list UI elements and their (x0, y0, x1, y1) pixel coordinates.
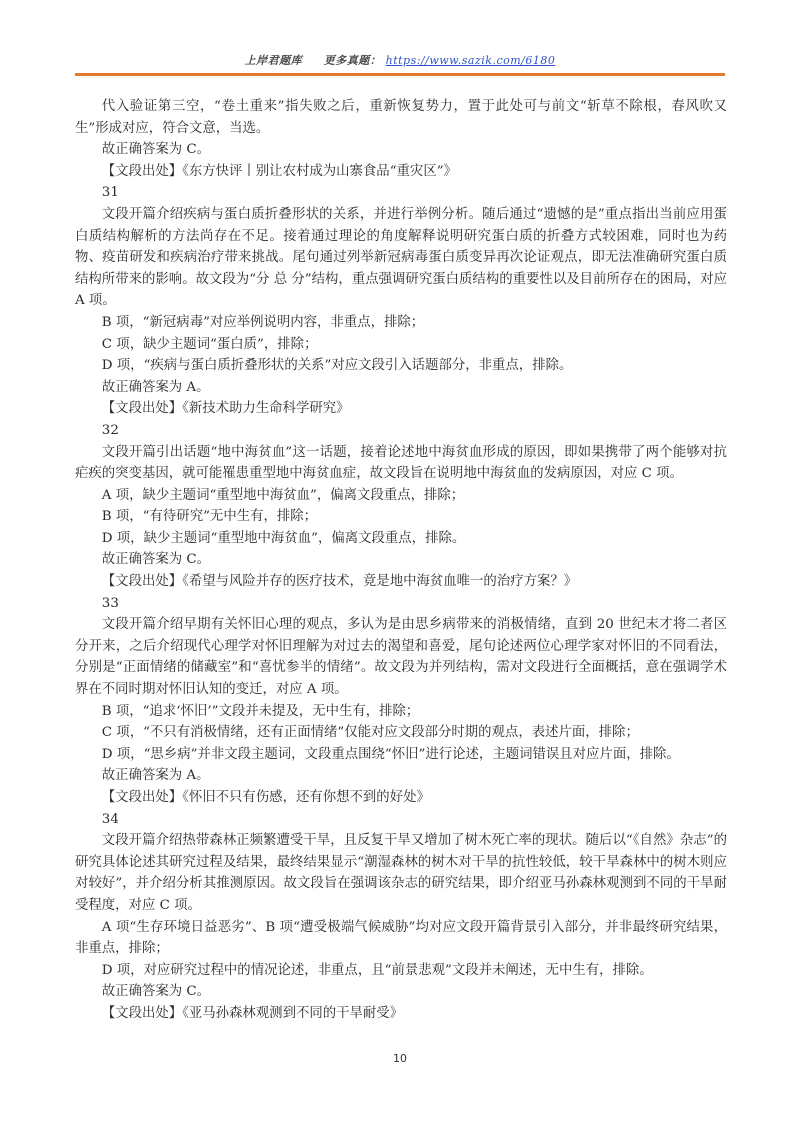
paragraph: 故正确答案为 A。 (101, 768, 210, 784)
paragraph: B 项，“新冠病毒”对应举例说明内容，非重点，排除； (101, 314, 425, 330)
paragraph: 故正确答案为 C。 (101, 142, 211, 158)
source-citation: 【文段出处】《希望与风险并存的医疗技术，竟是地中海贫血唯一的治疗方案？》 (101, 574, 578, 590)
source-citation: 【文段出处】《新技术助力生命科学研究》 (101, 401, 350, 417)
page-number: 10 (393, 1052, 407, 1065)
header-divider (75, 73, 725, 76)
source-citation: 【文段出处】《东方快评丨别让农村成为山寨食品“重灾区”》 (101, 163, 457, 179)
paragraph: 故正确答案为 C。 (101, 984, 211, 1000)
paragraph: B 项，“有待研究”无中生有，排除； (101, 509, 318, 525)
paragraph: D 项，“思乡病”并非文段主题词，文段重点围绕“怀旧”进行论述，主题词错误且对应片面，排除。 (101, 746, 680, 762)
page-header (75, 52, 725, 74)
source-citation: 【文段出处】《怀旧不只有伤感，还有你想不到的好处》 (101, 790, 430, 805)
question-number: 31 (101, 185, 119, 201)
source-citation: 【文段出处】《亚马孙森林观测到不同的干旱耐受》 (101, 1005, 404, 1021)
paragraph: C 项，缺少主题词“蛋白质”，排除； (101, 336, 318, 352)
document-body (75, 96, 727, 1025)
paragraph: 文段开篇介绍早期有关怀旧心理的观点，多认为是由思乡病带来的消极情绪，直到 20 世纪末才将二者区分开来，之后介绍现代心理学对怀旧理解为对过去的渴望和喜爱，尾句论述两位心理学家对怀旧的不同看法，分别是“正面情绪的储藏室”和“喜忧参半的情绪”。故文段为并列结构，需对文段进行全面概括，意在强调学术界在不同时期对怀旧认知的变迁，对应 A 项。 (75, 617, 727, 698)
paragraph: D 项，缺少主题词“重型地中海贫血”，偏离文段重点，排除。 (101, 530, 466, 546)
paragraph: 故正确答案为 A。 (101, 379, 210, 395)
paragraph: D 项，对应研究过程中的情况论述，非重点，且“前景悲观”文段并未阐述，无中生有，排除。 (101, 962, 653, 978)
question-number: 33 (101, 595, 119, 611)
paragraph: 文段开篇介绍疾病与蛋白质折叠形状的关系，并进行举例分析。随后通过“遗憾的是”重点指出当前应用蛋白质结构解析的方法尚存在不足。接着通过理论的角度解释说明研究蛋白质的折叠方式较困难，同时也为药物、疫苗研发和疾病治疗带来挑战。尾句通过列举新冠病毒蛋白质变异再次论证观点，即无法准确研究蛋白质结构所带来的影响。故文段为“分 总 分”结构，重点强调研究蛋白质结构的重要性以及目前所存在的困局，对应 A 项。 (75, 206, 727, 309)
paragraph: 代入验证第三空，“卷土重来”指失败之后，重新恢复势力，置于此处可与前文“斩草不除根，春风吹又生”形成对应，符合文意，当选。 (75, 99, 727, 136)
paragraph: 文段开篇介绍热带森林正频繁遭受干旱，且反复干旱又增加了树木死亡率的现状。随后以“《自然》杂志”的研究具体论述其研究过程及结果，最终结果显示“潮湿森林的树木对干旱的抗性较低，较干旱森林中的树木则应对较好”，并介绍分析其推测原因。故文段旨在强调该杂志的研究结果，即介绍亚马孙森林观测到不同的干旱耐受程度，对应 C 项。 (75, 833, 727, 913)
paragraph: 文段开篇引出话题“地中海贫血”这一话题，接着论述地中海贫血形成的原因，即如果携带了两个能够对抗疟疾的突变基因，就可能罹患重型地中海贫血症，故文段旨在说明地中海贫血的发病原因，对应 C 项。 (75, 444, 727, 482)
question-number: 32 (101, 422, 119, 438)
header-url-link[interactable]: https://www.sazik.com/6180 (385, 54, 556, 67)
paragraph: 故正确答案为 C。 (101, 552, 211, 568)
header-label: 上岸君题库 (244, 54, 303, 67)
paragraph: A 项“生存环境日益恶劣”、B 项“遭受极端气候威胁”均对应文段开篇背景引入部分，并非最终研究结果，非重点，排除； (75, 919, 727, 957)
header-more-label: 更多真题： (323, 54, 382, 67)
paragraph: C 项，“不只有消极情绪，还有正面情绪”仅能对应文段部分时期的观点，表述片面，排除； (101, 725, 639, 741)
paragraph: D 项，“疾病与蛋白质折叠形状的关系”对应文段引入话题部分，非重点，排除。 (101, 358, 573, 374)
paragraph: A 项，缺少主题词“重型地中海贫血”，偏离文段重点，排除； (101, 487, 465, 503)
paragraph: B 项，“追求‘怀旧’”文段并未提及，无中生有，排除； (101, 703, 420, 719)
question-number: 34 (101, 811, 119, 827)
